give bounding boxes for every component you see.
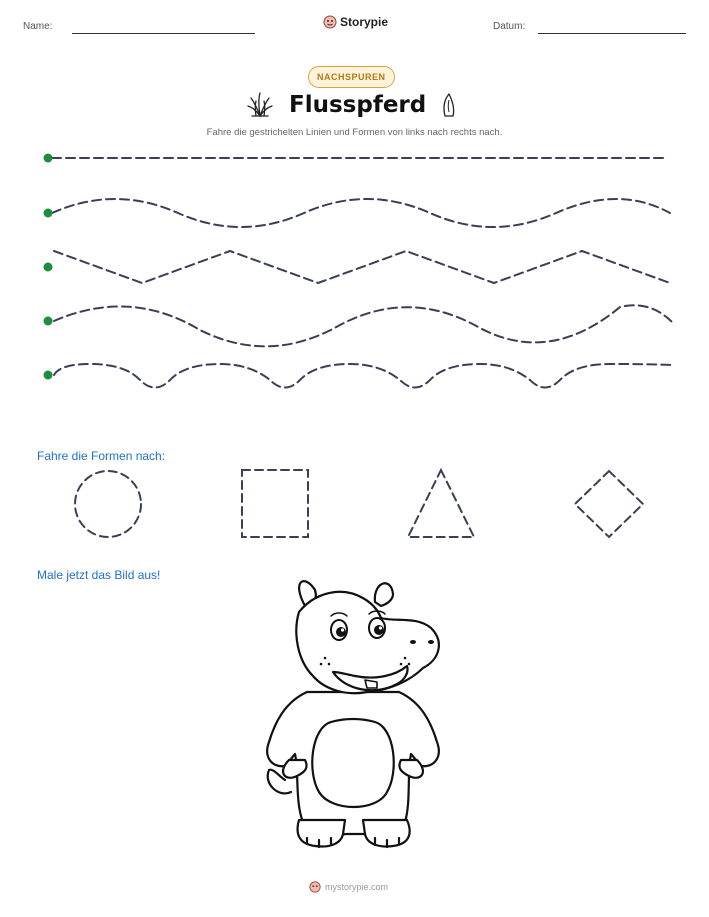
start-dot-5 [44, 371, 53, 380]
worksheet-title: Flusspferd [289, 92, 427, 118]
tracing-lines [0, 140, 709, 400]
storypie-logo-icon [323, 15, 337, 29]
trace-line-wave-1[interactable] [52, 199, 670, 227]
trace-shape-diamond[interactable] [575, 471, 643, 537]
trace-shapes [0, 460, 709, 550]
brand-name: Storypie [340, 15, 389, 29]
start-dot-1 [44, 154, 53, 163]
start-dot-3 [44, 263, 53, 272]
hippo-illustration [255, 572, 450, 864]
trace-shape-triangle[interactable] [408, 470, 474, 537]
footer-url[interactable]: mystorypie.com [325, 882, 389, 892]
grass-icon [246, 90, 274, 118]
date-field[interactable] [538, 33, 686, 34]
start-dot-4 [44, 317, 53, 326]
tooth-icon [440, 92, 458, 118]
storypie-footer-logo-icon [309, 881, 321, 893]
coloring-section-label: Male jetzt das Bild aus! [37, 568, 161, 582]
activity-badge: NACHSPUREN [308, 66, 395, 88]
name-label: Name: [23, 21, 53, 32]
name-field[interactable] [72, 33, 255, 34]
date-label: Datum: [493, 21, 526, 32]
brand-logo [323, 15, 388, 29]
shapes-section-label: Fahre die Formen nach: [37, 449, 166, 463]
start-dot-2 [44, 209, 53, 218]
trace-shape-circle[interactable] [75, 471, 141, 537]
trace-line-bumps[interactable] [54, 364, 672, 388]
footer [309, 881, 388, 893]
instruction-text: Fahre die gestrichelten Linien und Formen von links nach rechts nach. [206, 127, 503, 138]
trace-line-zigzag[interactable] [54, 251, 670, 283]
trace-shape-square[interactable] [242, 470, 308, 537]
trace-line-wave-2[interactable] [54, 305, 672, 346]
